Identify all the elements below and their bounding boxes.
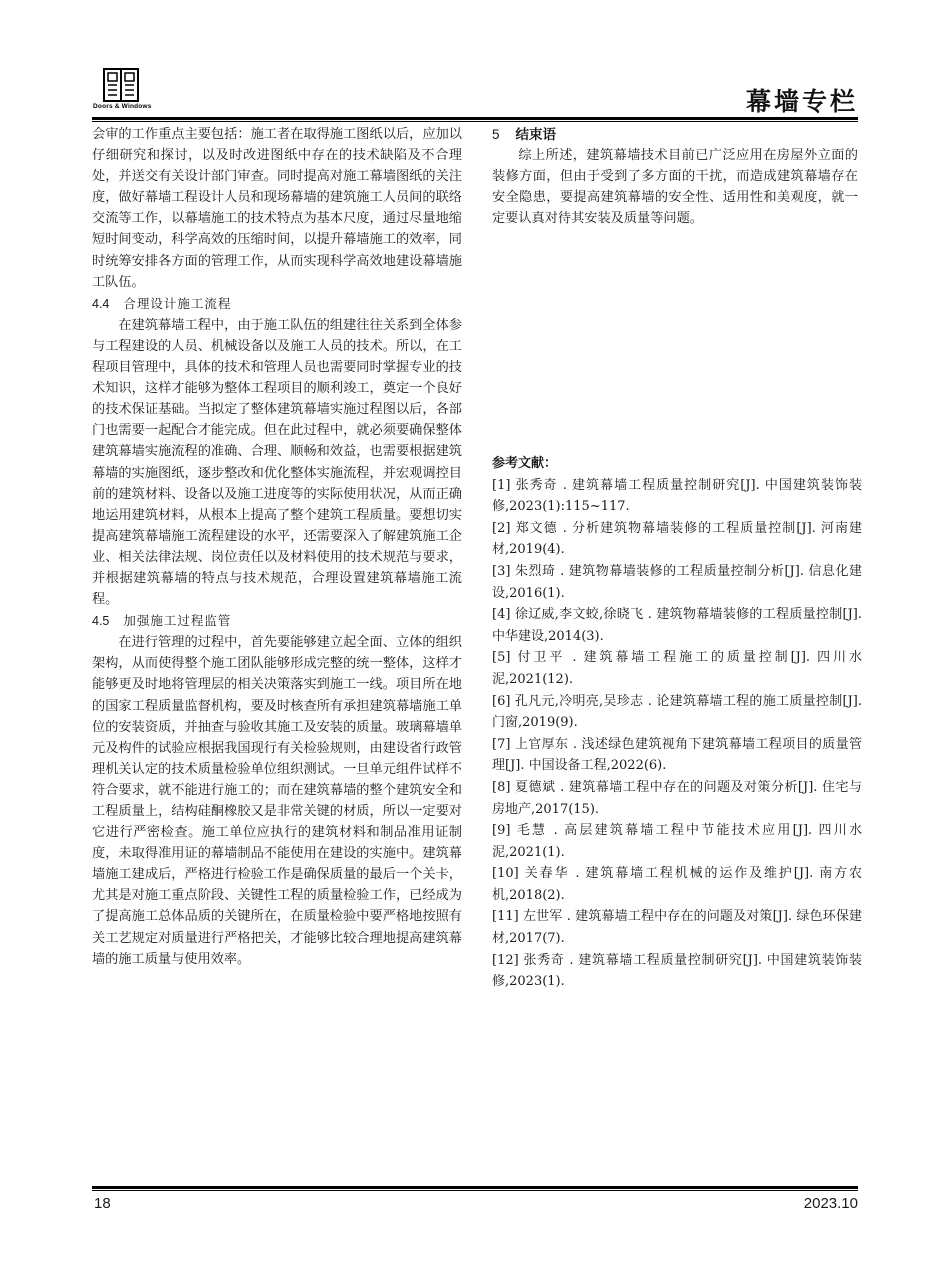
issue-date: 2023.10 bbox=[803, 1195, 858, 1212]
subheading-number: 4.5 bbox=[92, 614, 110, 629]
section-title: 幕墙专栏 bbox=[745, 87, 858, 116]
subheading-title: 加强施工过程监管 bbox=[123, 613, 232, 629]
subheading-title: 合理设计施工流程 bbox=[123, 295, 232, 311]
footer-rule bbox=[92, 1186, 858, 1191]
paragraph-4-4: 在建筑幕墙工程中，由于施工队伍的组建往往关系到全体参与工程建设的人员、机械设备以及施工人员的技术。所以，在工程项目管理中，具体的技术和管理人员也需要同时掌握专业的技术知识，这样才能够为整体工程项目的顺利竣工，奠定一个良好的技术保证基础。当拟定了整体建筑幕墙实施过程图以后，各部门也需要一起配合才能完成。但在此过程中，就必须要确保整体建筑幕墙实施流程的准确、合理、顺畅和效益，也需要根据建筑幕墙的实施图纸，逐步整改和优化整体实施流程，并宏观调控目前的建筑材料、设备以及施工进度等的实际使用状况，从而正确地运用建筑材料，从根本上提高了整个建筑工程质量。要想切实提高建筑幕墙施工流程建设的水平，还需要深入了解建筑施工企业、相关法律法规、岗位责任以及材料使用的技术规范与要求，并根据建筑幕墙的特点与技术规范，合理设置建筑幕墙施工流程。 bbox=[92, 317, 462, 608]
header-rule bbox=[92, 117, 858, 122]
paragraph-4-5: 在进行管理的过程中，首先要能够建立起全面、立体的组织架构，从而使得整个施工团队能够形成完整的统一整体，这样才能够更及时地将管理层的相关决策落实到施工一线。项目所在地的国家工程质量监督机构，要及时核查所有承担建筑幕墙施工单位的安装资质，并抽查与验收其施工及安装的质量。玻璃幕墙单元及构件的试验应根据我国现行有关检验规则，由建设省行政管理机关认定的技术质量检验单位组织测试。一旦单元组件试样不符合要求，就不能进行施工的；而在建筑幕墙的整个建筑安全和工程质量上，结构硅酮橡胶又是非常关键的材质，所以一定要对它进行严密检查。施工单位应执行的建筑材料和制品准用证制度，未取得准用证的幕墙制品不能使用在建设的实施中。建筑幕墙施工建成后，严格进行检验工作是确保质量的最后一个关卡，尤其是对施工重点阶段、关键性工程的质量检验工作，已经成为了提高施工总体品质的关键所在，在质量检验中要严格地按照有关工艺规定对质量进行严格把关，才能够比较合理地提高建筑幕墙的施工质量与使用效率。 bbox=[92, 635, 462, 967]
subheading-4-4 bbox=[92, 293, 462, 315]
reference-item: [6] 孔凡元,冷明亮,吴珍志 . 论建筑幕墙工程的施工质量控制[J]. 门窗,2019(9). bbox=[492, 693, 862, 731]
reference-item: [10] 关春华 . 建筑幕墙工程机械的运作及维护[J]. 南方农机,2018(2). bbox=[492, 866, 862, 903]
reference-item: [11] 左世军 . 建筑幕墙工程中存在的问题及对策[J]. 绿色环保建材,2017(7). bbox=[492, 909, 862, 947]
references-title: 参考文献： bbox=[492, 455, 558, 470]
subheading-number: 4.4 bbox=[92, 296, 110, 311]
references bbox=[492, 452, 862, 993]
subheading-4-5 bbox=[92, 610, 462, 632]
reference-item: [4] 徐辽威,李文蛟,徐晓飞 . 建筑物幕墙装修的工程质量控制[J]. 中华建设,2014(3). bbox=[492, 607, 862, 644]
reference-item: [5] 付卫平 . 建筑幕墙工程施工的质量控制[J]. 四川水泥,2021(12). bbox=[492, 650, 862, 687]
reference-item: [7] 上官厚东 . 浅述绿色建筑视角下建筑幕墙工程项目的质量管理[J]. 中国设备工程,2022(6). bbox=[492, 736, 862, 774]
reference-item: [1] 张秀奇 . 建筑幕墙工程质量控制研究[J]. 中国建筑装饰装修,2023(1):115~117. bbox=[492, 477, 862, 515]
paragraph-continued: 会审的工作重点主要包括：施工者在取得施工图纸以后，应加以仔细研究和探讨，以及时改进图纸中存在的技术缺陷及不合理处，并送交有关设计部门审查。同时提高对施工幕墙图纸的关注度，做好幕墙工程设计人员和现场幕墙的建筑施工人员间的联络交流等工作，以幕墙施工的技术特点为基本尺度，通过尽量地缩短时间变动，科学高效的压缩时间，以提升幕墙施工的效率，同时统筹安排各方面的管理工作，从而实现科学高效地建设幕墙施工队伍。 bbox=[92, 127, 462, 290]
reference-item: [12] 张秀奇 . 建筑幕墙工程质量控制研究[J]. 中国建筑装饰装修,2023(1). bbox=[492, 952, 862, 990]
reference-item: [3] 朱烈琦 . 建筑物幕墙装修的工程质量控制分析[J]. 信息化建设,2016(1). bbox=[492, 563, 862, 601]
door-window-icon bbox=[103, 68, 139, 102]
page-number: 18 bbox=[94, 1195, 111, 1212]
left-column bbox=[92, 124, 462, 970]
journal-logo bbox=[93, 68, 173, 110]
reference-item: [9] 毛慧 . 高层建筑幕墙工程中节能技术应用[J]. 四川水泥,2021(1). bbox=[492, 823, 862, 860]
heading-number: 5 bbox=[492, 127, 500, 142]
conclusion-paragraph: 综上所述，建筑幕墙技术目前已广泛应用在房屋外立面的装修方面，但由于受到了多方面的干扰，而造成建筑幕墙存在安全隐患，要提高建筑幕墙的安全性、适用性和美观度，就一定要认真对待其安装及质量等问题。 bbox=[492, 148, 858, 227]
reference-item: [8] 夏德斌 . 建筑幕墙工程中存在的问题及对策分析[J]. 住宅与房地产,2017(15). bbox=[492, 779, 862, 817]
heading-title: 结束语 bbox=[515, 127, 557, 142]
heading-5 bbox=[492, 124, 858, 145]
logo-text: Doors & Windows bbox=[93, 103, 152, 110]
right-column bbox=[492, 124, 858, 229]
reference-item: [2] 郑文德 . 分析建筑物幕墙装修的工程质量控制[J]. 河南建材,2019(4). bbox=[492, 520, 862, 558]
